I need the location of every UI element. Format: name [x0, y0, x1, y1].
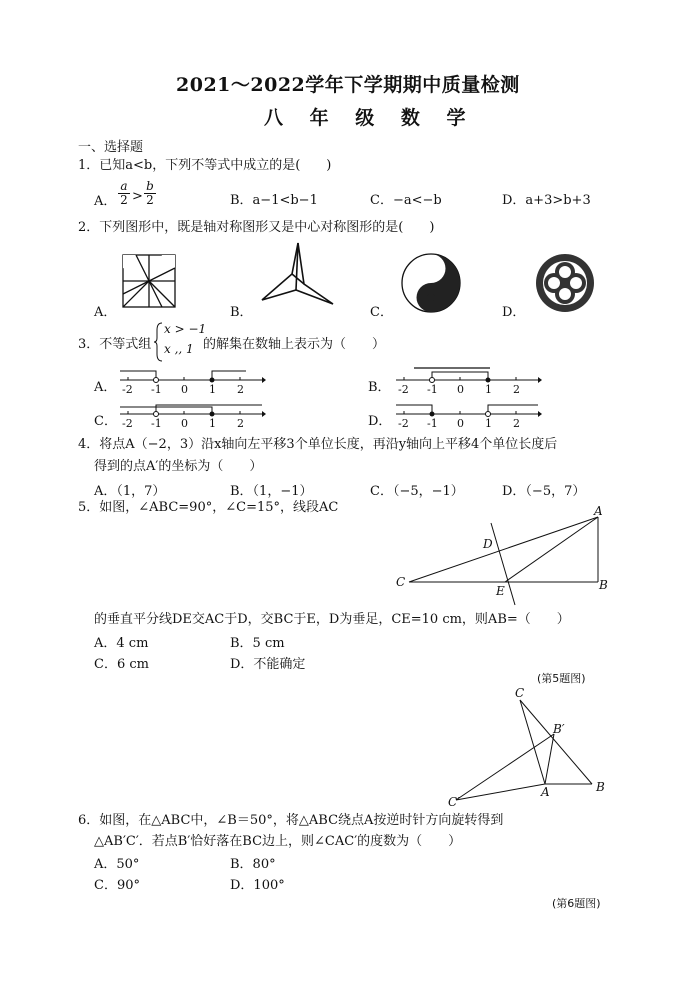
- q1-stem: 1．已知a<b，下列不等式中成立的是( ): [78, 158, 332, 173]
- q6-option-a[interactable]: A．50°: [94, 857, 140, 872]
- q3-a-tick-neg1: -1: [151, 383, 162, 396]
- q2-option-c[interactable]: C．: [370, 305, 393, 320]
- q3-system-line1: x > −1: [164, 322, 207, 336]
- q3-option-d[interactable]: D．: [368, 414, 392, 429]
- q4-option-a[interactable]: A．（1，7）: [94, 484, 166, 499]
- q2-option-b[interactable]: B．: [230, 305, 253, 320]
- q5-option-b[interactable]: B．5 cm: [230, 636, 285, 651]
- q6-line1: 6．如图，在△ABC中，∠B＝50°，将△ABC绕点A按逆时针方向旋转得到: [78, 813, 504, 828]
- q3-stem-post: 的解集在数轴上表示为（ ）: [203, 337, 386, 352]
- q5-label-c: C: [396, 575, 406, 589]
- q6-label-a: A: [541, 785, 550, 799]
- q3-a-tick-0: 0: [181, 383, 188, 396]
- q1-option-b[interactable]: B．a−1<b−1: [230, 193, 318, 208]
- q1-option-a-fraction-b: b 2: [144, 180, 156, 207]
- q5-line1: 5．如图，∠ABC=90°，∠C=15°，线段AC: [78, 500, 339, 515]
- q3-d-tick-2: 2: [513, 417, 520, 430]
- q1-option-a[interactable]: A．: [94, 194, 117, 209]
- section-heading: 一、选择题: [78, 140, 144, 155]
- q3-numberline-d: [394, 402, 542, 418]
- q2-figure-clover: [534, 252, 596, 314]
- q5-line2: 的垂直平分线DE交AC于D，交BC于E，D为垂足，CE=10 cm，则AB=（ ）: [94, 612, 570, 627]
- q2-figure-pinwheel: [122, 254, 176, 308]
- q5-option-c[interactable]: C．6 cm: [94, 657, 149, 672]
- q3-c-tick-0: 0: [181, 417, 188, 430]
- q4-line1: 4．将点A（−2，3）沿x轴向左平移3个单位长度，再沿y轴向上平移4个单位长度后: [78, 437, 558, 452]
- subject-title: 八 年 级 数 学: [264, 107, 476, 129]
- q5-label-e: E: [496, 584, 505, 598]
- q1-option-d[interactable]: D．a+3>b+3: [502, 193, 591, 208]
- q5-label-b: B: [599, 578, 608, 592]
- q3-b-tick-neg1: -1: [427, 383, 438, 396]
- q5-option-a[interactable]: A．4 cm: [94, 636, 149, 651]
- q3-b-tick-2: 2: [513, 383, 520, 396]
- q5-label-d: D: [483, 537, 493, 551]
- q2-option-d[interactable]: D．: [502, 305, 526, 320]
- q3-numberline-b: [394, 366, 542, 384]
- q3-option-c[interactable]: C．: [94, 414, 117, 429]
- q1-option-a-fraction: a 2: [118, 180, 130, 207]
- q3-c-tick-neg2: -2: [122, 417, 133, 430]
- q5-label-a: A: [594, 504, 603, 518]
- q4-option-d[interactable]: D．（−5，7）: [502, 484, 586, 499]
- q2-figure-yin-yang: [400, 252, 462, 314]
- q6-line2: △AB′C′．若点B′恰好落在BC边上，则∠CAC′的度数为（ ）: [94, 834, 462, 849]
- q3-option-b[interactable]: B．: [368, 380, 391, 395]
- q6-figure: [452, 692, 602, 804]
- q1-option-a-gt: >: [132, 189, 143, 204]
- q3-d-tick-0: 0: [457, 417, 464, 430]
- q6-option-d[interactable]: D．100°: [230, 878, 285, 893]
- q3-b-tick-0: 0: [457, 383, 464, 396]
- q5-figure: [395, 505, 615, 610]
- q3-a-tick-2: 2: [237, 383, 244, 396]
- q6-label-c: C: [515, 686, 525, 700]
- q3-c-tick-2: 2: [237, 417, 244, 430]
- q6-caption: (第6题图): [552, 897, 601, 910]
- q2-option-a[interactable]: A．: [94, 305, 117, 320]
- q3-d-tick-neg2: -2: [398, 417, 409, 430]
- q6-label-c-prime: C′: [448, 795, 460, 809]
- q6-label-b-prime: B′: [553, 722, 565, 736]
- q6-label-b: B: [596, 780, 605, 794]
- q3-numberline-c: [118, 402, 266, 418]
- q4-option-b[interactable]: B．（1，−1）: [230, 484, 313, 499]
- q3-b-tick-1: 1: [485, 383, 492, 396]
- exam-title: 2021～2022学年下学期期中质量检测: [176, 74, 520, 96]
- q1-option-c[interactable]: C．−a<−b: [370, 193, 442, 208]
- q3-brace: [154, 322, 164, 362]
- q3-b-tick-neg2: -2: [398, 383, 409, 396]
- q3-c-tick-1: 1: [209, 417, 216, 430]
- q3-d-tick-neg1: -1: [427, 417, 438, 430]
- q2-stem: 2．下列图形中，既是轴对称图形又是中心对称图形的是( ): [78, 220, 435, 235]
- q3-system-line2: x ,, 1: [164, 342, 194, 356]
- q3-stem-pre: 3．不等式组: [78, 337, 152, 352]
- q6-option-b[interactable]: B．80°: [230, 857, 276, 872]
- q5-caption: (第5题图): [537, 672, 586, 685]
- q3-option-a[interactable]: A．: [94, 380, 117, 395]
- q3-numberline-a: [118, 368, 266, 384]
- q6-option-c[interactable]: C．90°: [94, 878, 140, 893]
- q2-figure-star: [260, 242, 336, 308]
- q4-line2: 得到的点A′的坐标为（ ）: [94, 459, 263, 474]
- q3-d-tick-1: 1: [485, 417, 492, 430]
- q3-a-tick-1: 1: [209, 383, 216, 396]
- q4-option-c[interactable]: C．（−5，−1）: [370, 484, 464, 499]
- q5-option-d[interactable]: D．不能确定: [230, 657, 306, 672]
- q3-a-tick-neg2: -2: [122, 383, 133, 396]
- q3-c-tick-neg1: -1: [151, 417, 162, 430]
